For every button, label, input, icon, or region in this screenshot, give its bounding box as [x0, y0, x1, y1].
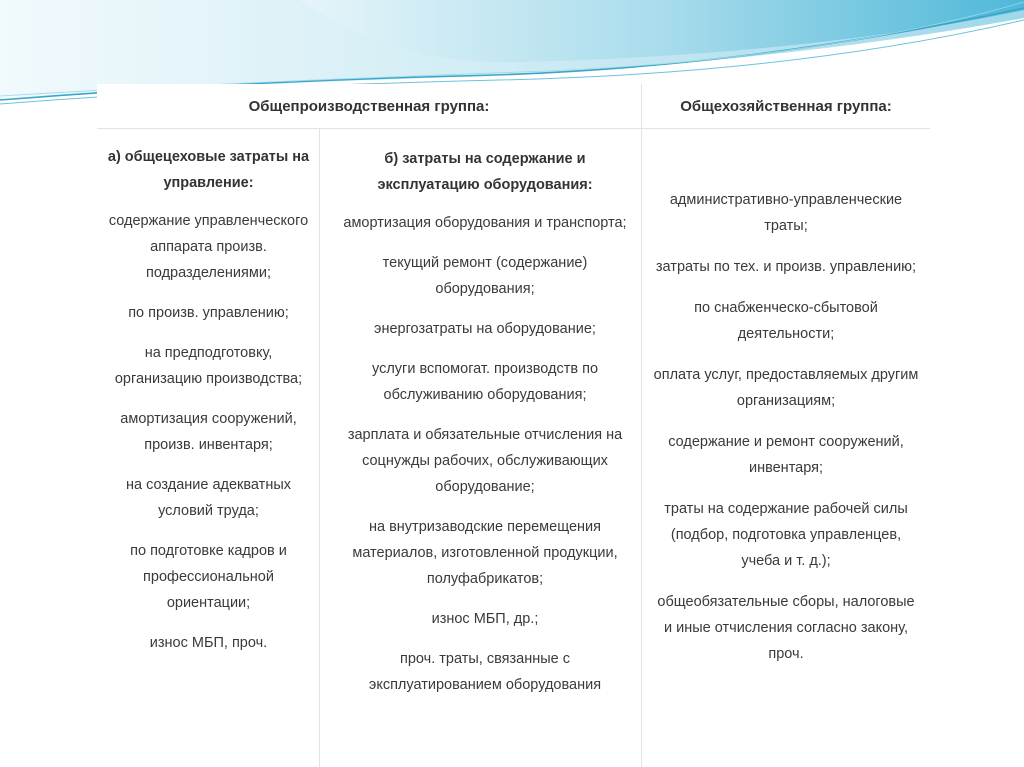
- list-item: траты на содержание рабочей силы (подбор, подготовка управленцев, учеба и т. д.);: [664, 501, 908, 569]
- list-item: амортизация сооружений, произв. инвентаря;: [120, 411, 297, 453]
- list-item: амортизация оборудования и транспорта;: [343, 215, 627, 231]
- header-general-production: Общепроизводственная группа:: [97, 84, 642, 128]
- column-equipment-costs: [340, 146, 630, 712]
- list-item: административно-управленческие траты;: [669, 192, 903, 234]
- column-subtitle: б) затраты на содержание и эксплуатацию оборудования:: [377, 151, 593, 193]
- list-item: по произв. управлению;: [128, 305, 289, 321]
- list-item: износ МБП, др.;: [431, 611, 539, 627]
- list-item: по снабженческо-сбытовой деятельности;: [694, 300, 878, 342]
- list-item: по подготовке кадров и профессиональной ориентации;: [130, 543, 287, 611]
- list-item: на предподготовку, организацию производства;: [114, 345, 303, 387]
- list-item: текущий ремонт (содержание) оборудования;: [382, 255, 588, 297]
- header-general-business: Общехозяйственная группа:: [680, 97, 892, 115]
- costs-table: [97, 84, 930, 767]
- list-item: на внутризаводские перемещения материалов, изготовленной продукции, полуфабрикатов;: [352, 519, 618, 587]
- column-workshop-management: [107, 144, 310, 670]
- list-item: энергозатраты на оборудование;: [374, 321, 596, 337]
- list-item: затраты по тех. и произв. управлению;: [655, 259, 917, 275]
- list-item: содержание и ремонт сооружений, инвентаря;: [668, 434, 904, 476]
- column-divider-2: [641, 129, 642, 767]
- list-item: содержание управленческого аппарата произв. подразделениями;: [108, 213, 309, 281]
- list-item: общеобязательные сборы, налоговые и иные отчисления согласно закону, проч.: [657, 594, 915, 662]
- list-item: износ МБП, проч.: [149, 635, 268, 651]
- list-item: зарплата и обязательные отчисления на соцнужды рабочих, обслуживающих оборудование;: [347, 427, 623, 495]
- column-divider-1: [319, 129, 320, 767]
- list-item: услуги вспомогат. производств по обслуживанию оборудования;: [371, 361, 599, 403]
- header-divider: [97, 128, 930, 129]
- list-item: оплата услуг, предоставляемых другим организациям;: [653, 367, 919, 409]
- column-general-business: [652, 187, 920, 682]
- column-subtitle: а) общецеховые затраты на управление:: [107, 149, 310, 191]
- list-item: проч. траты, связанные с эксплуатированием оборудования: [368, 651, 602, 693]
- list-item: на создание адекватных условий труда;: [125, 477, 291, 519]
